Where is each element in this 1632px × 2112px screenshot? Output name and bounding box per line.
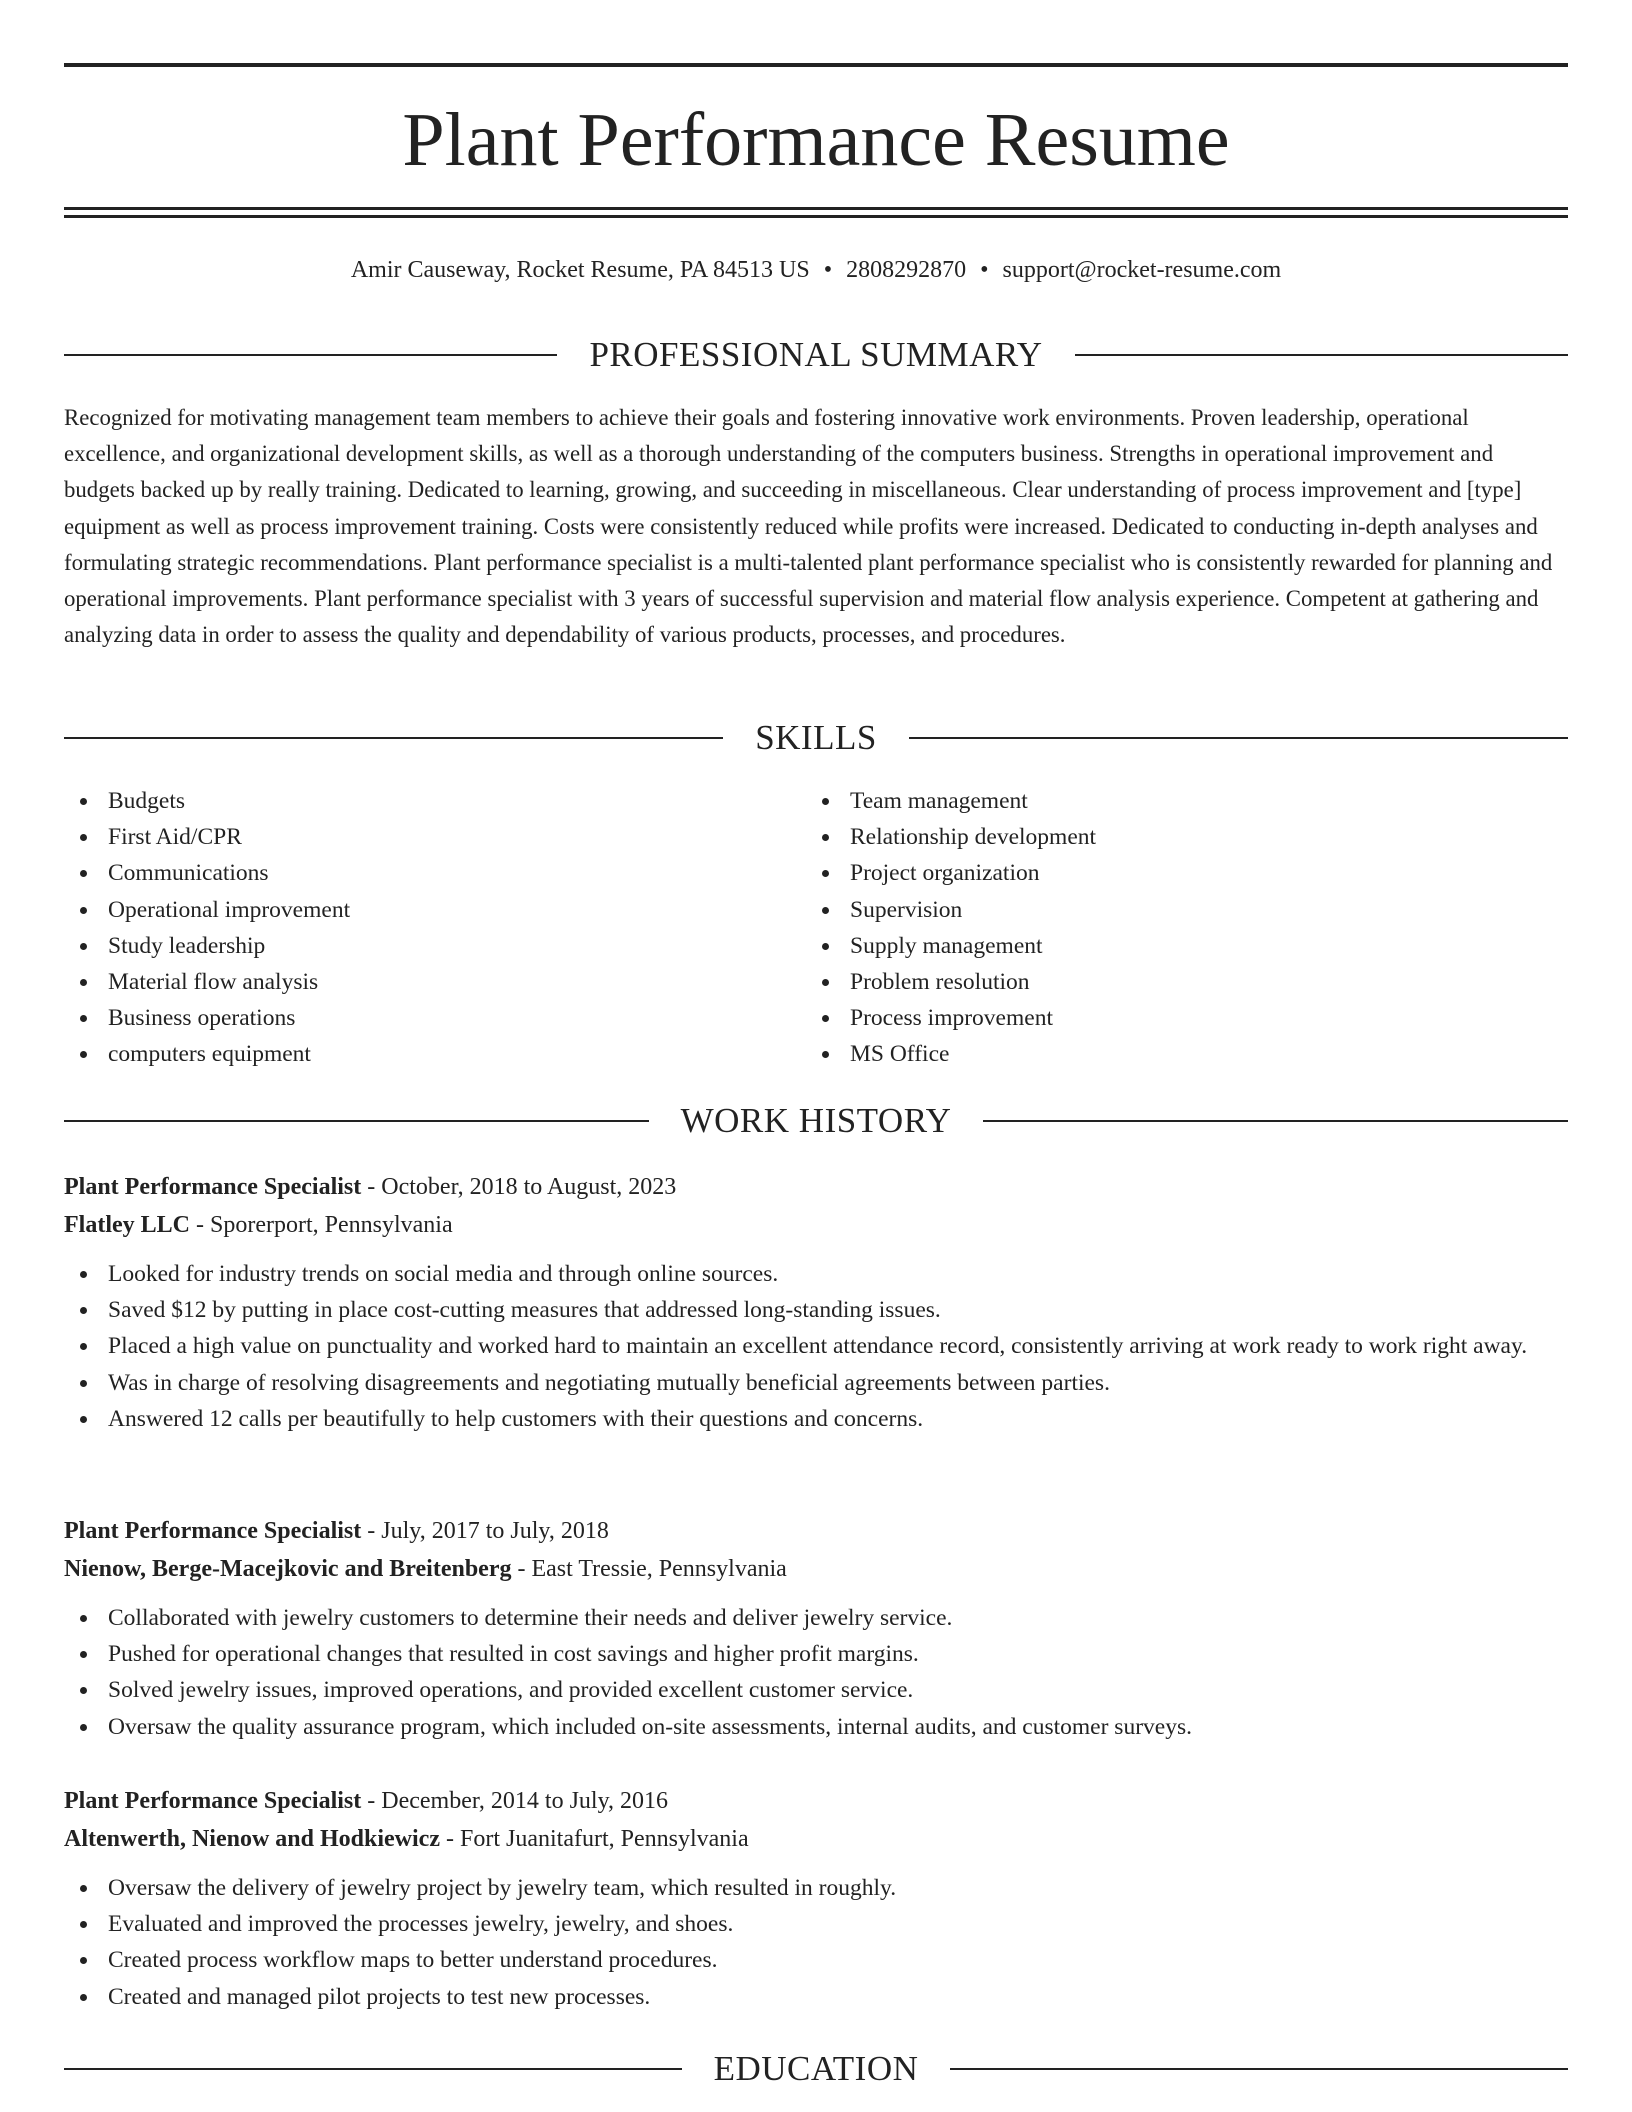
heading-rule-left xyxy=(64,2068,682,2070)
heading-rule-left xyxy=(64,1120,649,1122)
job-duties-list xyxy=(64,1256,1568,1437)
contact-separator: • xyxy=(823,257,833,283)
job-title-line xyxy=(64,1782,1568,1820)
job-dates: - July, 2017 to July, 2018 xyxy=(361,1518,609,1544)
job-company-line xyxy=(64,1206,1568,1244)
job-duty: Answered 12 calls per beautifully to help customers with their questions and concerns. xyxy=(64,1401,1568,1437)
heading-rule-right xyxy=(1075,354,1568,356)
top-rule xyxy=(64,63,1568,67)
skill-item: Problem resolution xyxy=(806,964,1506,1000)
skill-item: Team management xyxy=(806,783,1506,819)
job-company: Nienow, Berge-Macejkovic and Breitenberg xyxy=(64,1556,512,1582)
job-duty: Oversaw the delivery of jewelry project by jewelry team, which resulted in roughly. xyxy=(64,1870,1568,1906)
title-double-rule-lower xyxy=(64,215,1568,218)
skill-item: computers equipment xyxy=(64,1036,764,1072)
skill-item: First Aid/CPR xyxy=(64,819,764,855)
job-title: Plant Performance Specialist xyxy=(64,1518,362,1544)
job-duty: Looked for industry trends on social media and through online sources. xyxy=(64,1256,1568,1292)
contact-email[interactable]: support@rocket-resume.com xyxy=(1002,257,1282,283)
job-title: Plant Performance Specialist xyxy=(64,1788,362,1814)
skills-list-left xyxy=(64,783,764,1073)
job-location: - Sporerport, Pennsylvania xyxy=(190,1212,453,1238)
job-duty: Pushed for operational changes that resulted in cost savings and higher profit margins. xyxy=(64,1636,1568,1672)
job-duties-list xyxy=(64,1600,1568,1745)
contact-address: Amir Causeway, Rocket Resume, PA 84513 US xyxy=(350,257,810,283)
heading-rule-right xyxy=(909,737,1568,739)
job-duty: Created process workflow maps to better understand procedures. xyxy=(64,1942,1568,1978)
job-duties-list xyxy=(64,1870,1568,2015)
job-duty: Placed a high value on punctuality and worked hard to maintain an excellent attendance record, consistently arriving at work ready to work right away. xyxy=(64,1328,1568,1364)
skills-heading xyxy=(64,716,1568,760)
work-history-heading xyxy=(64,1099,1568,1143)
contact-phone: 2808292870 xyxy=(846,257,967,283)
skill-item: Budgets xyxy=(64,783,764,819)
job-duty: Solved jewelry issues, improved operations, and provided excellent customer service. xyxy=(64,1672,1568,1708)
job-duty: Oversaw the quality assurance program, which included on-site assessments, internal audits, and customer surveys. xyxy=(64,1709,1568,1745)
skill-item: MS Office xyxy=(806,1036,1506,1072)
job-entry xyxy=(64,1512,1568,1745)
job-entry xyxy=(64,1168,1568,1437)
education-heading xyxy=(64,2047,1568,2091)
job-dates: - December, 2014 to July, 2016 xyxy=(361,1788,669,1814)
heading-rule-right xyxy=(950,2068,1568,2070)
skill-item: Process improvement xyxy=(806,1000,1506,1036)
summary-heading xyxy=(64,333,1568,377)
skills-heading-label: SKILLS xyxy=(755,718,877,757)
skill-item: Relationship development xyxy=(806,819,1506,855)
contact-separator: • xyxy=(980,257,989,283)
job-title-line xyxy=(64,1168,1568,1206)
job-entry xyxy=(64,1782,1568,2015)
skill-item: Communications xyxy=(64,855,764,891)
work-history-heading-label: WORK HISTORY xyxy=(680,1101,952,1140)
job-company-line xyxy=(64,1820,1568,1858)
heading-rule-left xyxy=(64,354,557,356)
job-duty: Saved $12 by putting in place cost-cutting measures that addressed long-standing issues. xyxy=(64,1292,1568,1328)
summary-text: Recognized for motivating management team members to achieve their goals and fostering innovative work environments. Proven leadership, operational excellence, and organizational development skills, as well as a thorough understanding of the computers business. Strengths in operational improvement and budgets backed up by really training. Dedicated to learning, growing, and succeeding in miscellaneous. Clear understanding of process improvement and [type] equipment as well as process improvement training. Costs were consistently reduced while profits were increased. Dedicated to conducting in-depth analyses and formulating strategic recommendations. Plant performance specialist is a multi-talented plant performance specialist who is consistently rewarded for planning and operational improvements. Plant performance specialist with 3 years of successful supervision and material flow analysis experience. Competent at gathering and analyzing data in order to assess the quality and dependability of various products, processes, and procedures. xyxy=(64,405,1553,648)
job-duty: Evaluated and improved the processes jewelry, jewelry, and shoes. xyxy=(64,1906,1568,1942)
job-duty: Created and managed pilot projects to test new processes. xyxy=(64,1979,1568,2015)
education-heading-label: EDUCATION xyxy=(713,2049,919,2088)
skill-item: Supervision xyxy=(806,892,1506,928)
skill-item: Project organization xyxy=(806,855,1506,891)
skill-item: Study leadership xyxy=(64,928,764,964)
job-location: - East Tressie, Pennsylvania xyxy=(511,1556,787,1582)
summary-heading-label: PROFESSIONAL SUMMARY xyxy=(589,335,1043,374)
job-company-line xyxy=(64,1550,1568,1588)
job-title: Plant Performance Specialist xyxy=(64,1174,362,1200)
skills-list-right xyxy=(806,783,1506,1073)
job-company: Altenwerth, Nienow and Hodkiewicz xyxy=(64,1826,440,1852)
job-duty: Was in charge of resolving disagreements and negotiating mutually beneficial agreements between parties. xyxy=(64,1365,1568,1401)
skill-item: Operational improvement xyxy=(64,892,764,928)
job-company: Flatley LLC xyxy=(64,1212,190,1238)
heading-rule-left xyxy=(64,737,723,739)
job-duty: Collaborated with jewelry customers to determine their needs and deliver jewelry service. xyxy=(64,1600,1568,1636)
skill-item: Business operations xyxy=(64,1000,764,1036)
title-double-rule-upper xyxy=(64,207,1568,210)
skill-item: Material flow analysis xyxy=(64,964,764,1000)
resume-title: Plant Performance Resume xyxy=(402,98,1230,182)
skill-item: Supply management xyxy=(806,928,1506,964)
job-location: - Fort Juanitafurt, Pennsylvania xyxy=(439,1826,749,1852)
job-title-line xyxy=(64,1512,1568,1550)
contact-line xyxy=(64,254,1568,286)
heading-rule-right xyxy=(983,1120,1568,1122)
job-dates: - October, 2018 to August, 2023 xyxy=(361,1174,677,1200)
